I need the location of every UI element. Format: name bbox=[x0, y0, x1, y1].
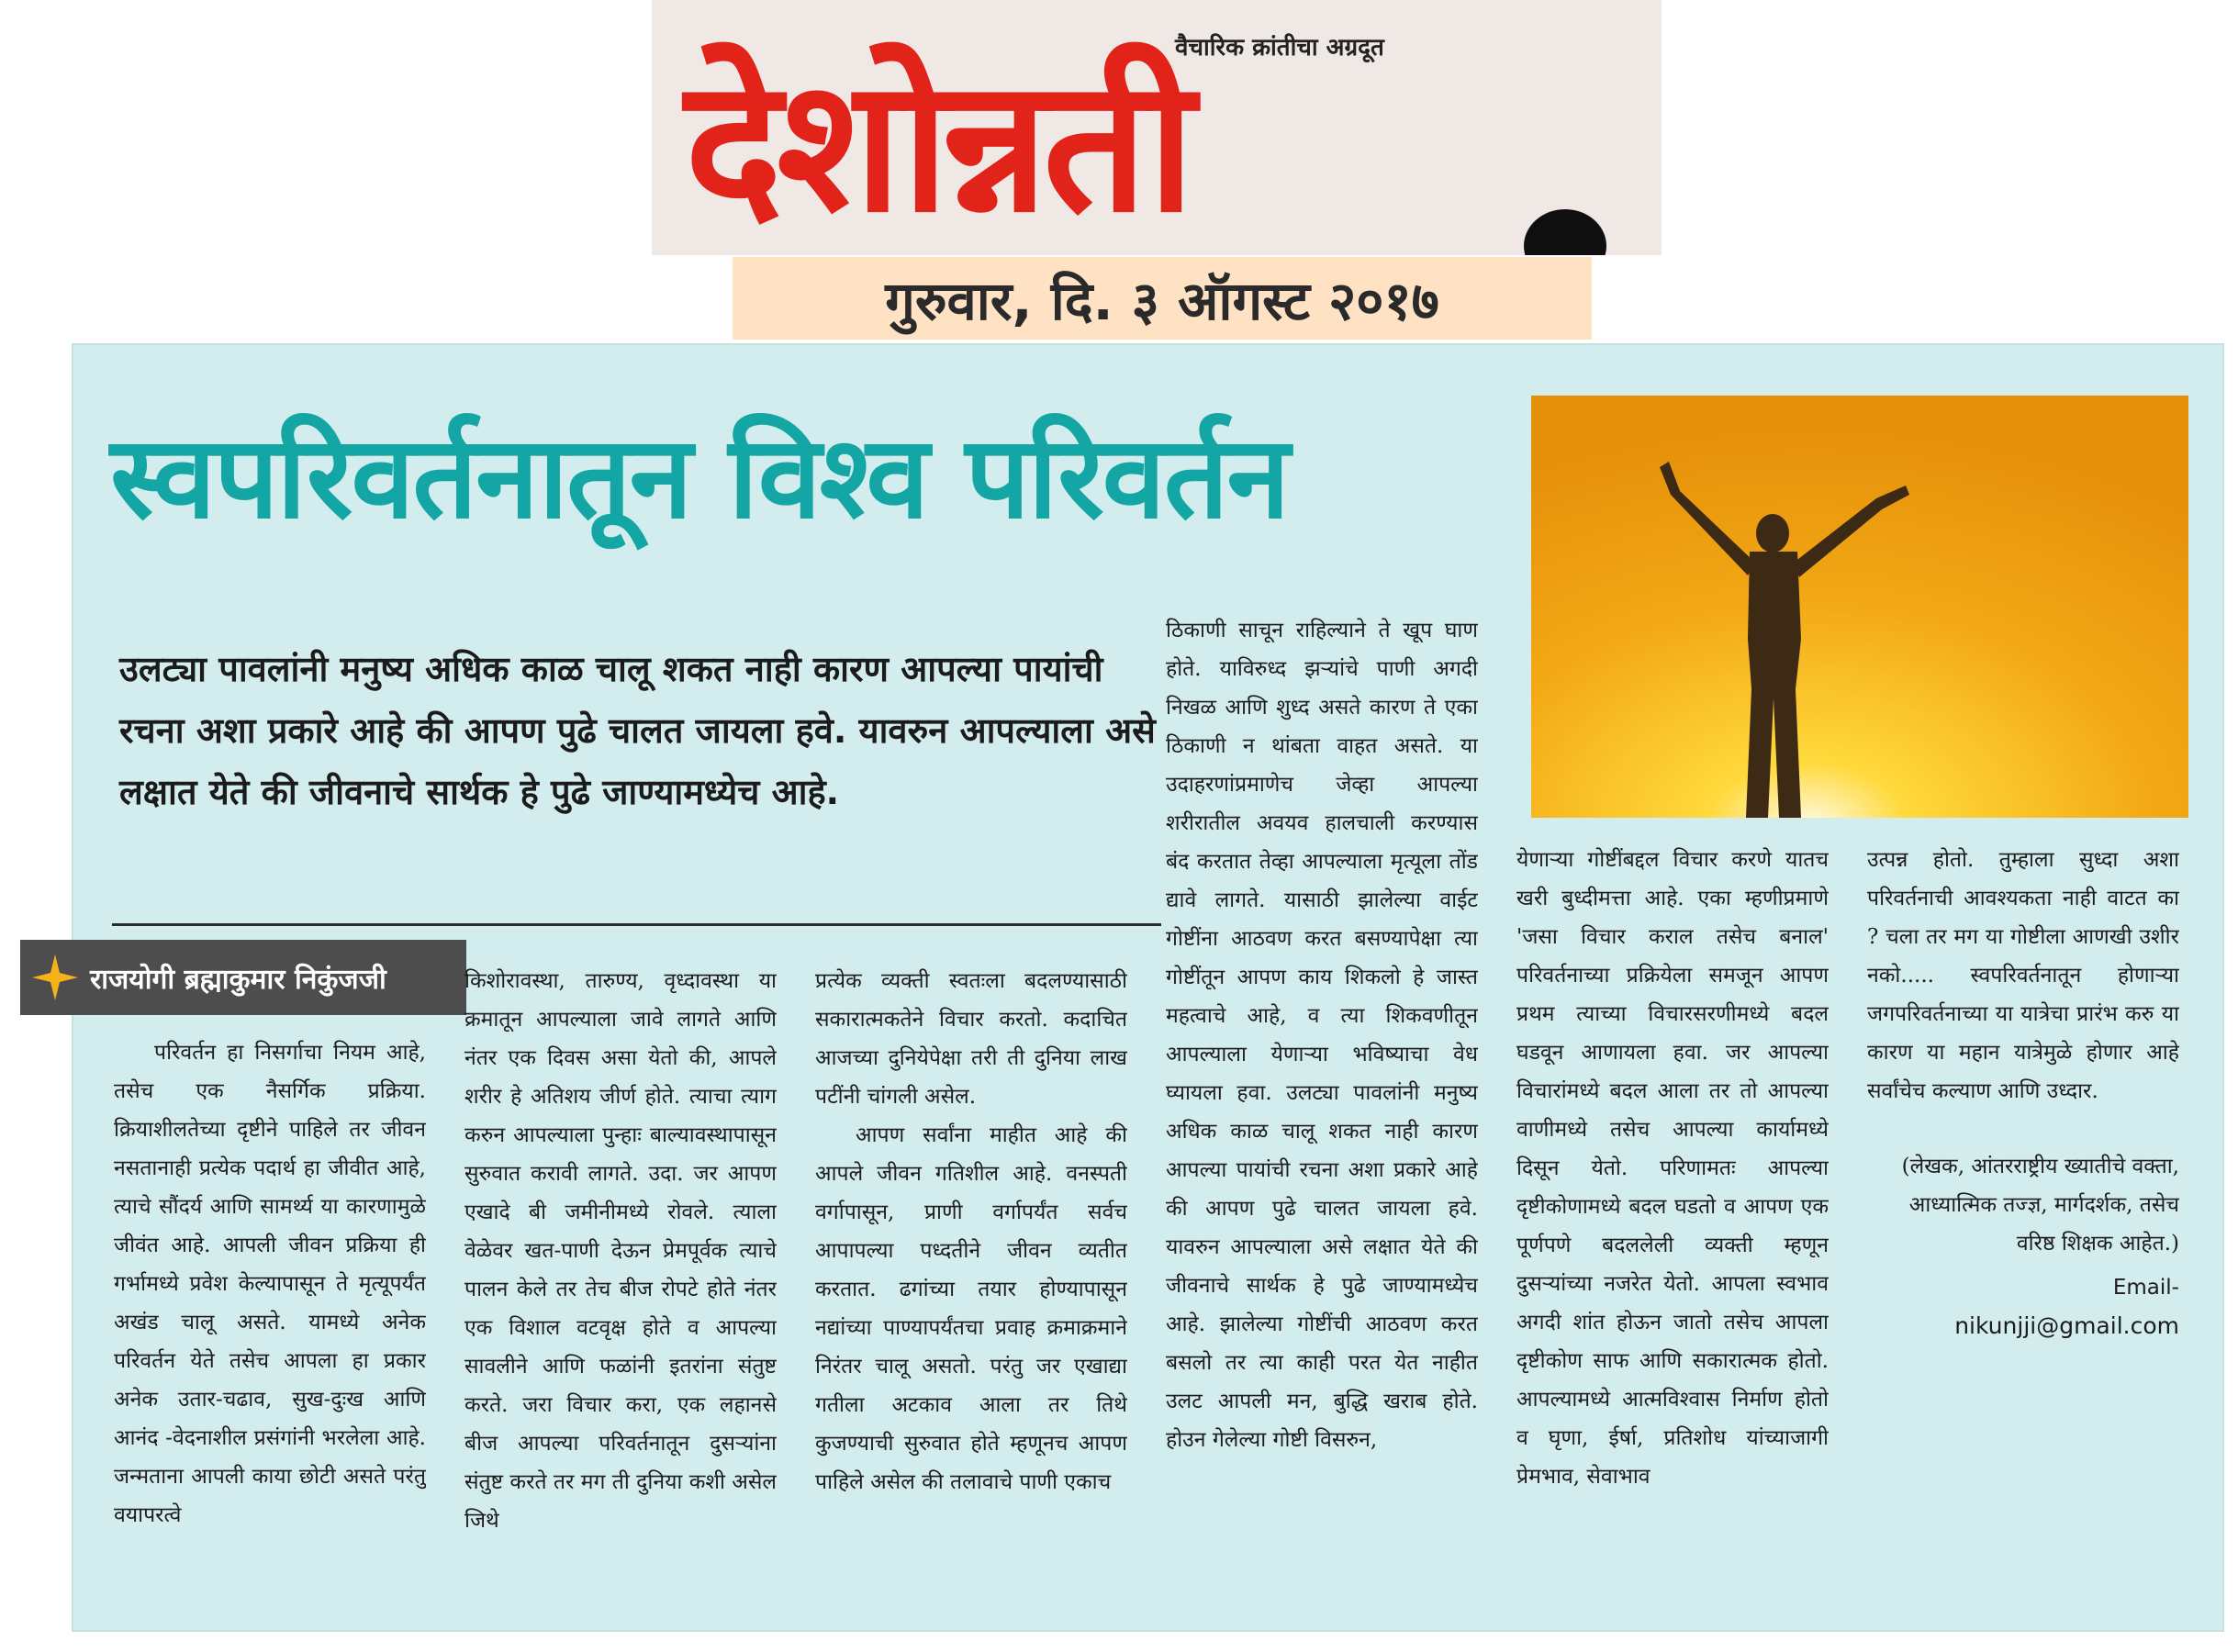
author-note bbox=[1867, 1147, 2179, 1345]
column-1-text: परिवर्तन हा निसर्गाचा नियम आहे, तसेच एक नैसर्गिक प्रक्रिया. क्रियाशीलतेच्या दृष्टीने पाहिले तर जीवन नसतानाही प्रत्येक पदार्थ हा जीवीत आहे, त्याचे सौंदर्य आणि सामर्थ्य या कारणामुळे जीवंत आहे. आपली जीवन प्रक्रिया ही गर्भामध्ये प्रवेश केल्यापासून ते मृत्यूपर्यंत अखंड चालू असते. यामध्ये अनेक परिवर्तन येते तसेच आपला हा प्रकार अनेक उतार-चढाव, सुख-दुःख आणि आनंद -वेदनाशील प्रसंगांनी भरलेला आहे. जन्मताना आपली काया छोटी असते परंतु वयापरत्वे bbox=[114, 1041, 426, 1527]
issue-date: गुरुवार, दि. ३ ऑगस्ट २०१७ bbox=[733, 257, 1592, 340]
column-5-text: येणाऱ्या गोष्टींबद्दल विचार करणे यातच खरी बुध्दीमत्ता आहे. एका म्हणीप्रमाणे 'जसा विचार कराल तसेच बनाल' परिवर्तनाच्या प्रक्रियेला समजून आपण प्रथम त्याच्या विचारसरणीमध्ये बदल घडवून आणायला हवा. जर आपल्या विचारांमध्ये बदल आला तर तो आपल्या वाणीमध्ये तसेच आपल्या कार्यामध्ये दिसून येतो. परिणामतः आपल्या दृष्टीकोणामध्ये बदल घडतो व आपण एक पूर्णपणे बदललेली व्यक्ती म्हणून दुसऱ्यांच्या नजरेत येतो. आपला स्वभाव अगदी शांत होऊन जातो तसेच आपला दृष्टीकोण साफ आणि सकारात्मक होतो. आपल्यामध्ये आत्मविश्वास निर्माण होतो व घृणा, ईर्षा, प्रतिशोध यांच्याजागी प्रेमभाव, सेवाभाव bbox=[1516, 848, 1829, 1489]
masthead-tagline: वैचारिक क्रांतीचा अग्रदूत bbox=[1175, 34, 1384, 61]
author-byline bbox=[20, 940, 466, 1015]
article-column-6 bbox=[1867, 841, 2179, 1612]
portrait-cutout bbox=[1524, 209, 1606, 255]
article-column-3 bbox=[815, 962, 1127, 1612]
author-note-text: (लेखक, आंतरराष्ट्रीय ख्यातीचे वक्ता, आध्यात्मिक तज्ज्ञ, मार्गदर्शक, तसेच वरिष्ठ शिक्षक आहेत.) bbox=[1901, 1155, 2179, 1256]
article-lead bbox=[119, 639, 1157, 823]
column-3-text: प्रत्येक व्यक्ती स्वतःला बदलण्यासाठी सकारात्मकतेने विचार करतो. कदाचित आजच्या दुनियेपेक्षा तरी ती दुनिया लाख पटींनी चांगली असेल. bbox=[815, 969, 1127, 1109]
lead-divider bbox=[112, 923, 1161, 926]
column-3-text-2: आपण सर्वांना माहीत आहे की आपले जीवन गतिशील आहे. वनस्पती वर्गापासून, प्राणी वर्गापर्यंत सर्वच आपापल्या पध्दतीने जीवन व्यतीत करतात. ढगांच्या तयार होण्यापासून नद्यांच्या पाण्यापर्यंतचा प्रवाह क्रमाक्रमाने निरंतर चालू असतो. परंतु जर एखाद्या गतीला अटकाव आला तर तिथे कुजण्याची सुरुवात होते म्हणूनच आपण पाहिले असेल की तलावाचे पाणी एकाच bbox=[815, 1123, 1127, 1494]
silhouette-raised-arms-icon bbox=[1531, 396, 2188, 818]
author-name: राजयोगी ब्रह्माकुमार निकुंजजी bbox=[90, 963, 386, 996]
column-6-text: उत्पन्न होतो. तुम्हाला सुध्दा अशा परिवर्तनाची आवश्यकता नाही वाटत का ? चला तर मग या गोष्टीला आणखी उशीर नको..... स्वपरिवर्तनातून होणाऱ्या जगपरिवर्तनाच्या या यात्रेचा प्रारंभ करु या कारण या महान यात्रेमुळे होणार आहे सर्वांचेच कल्याण आणि उध्दार. bbox=[1867, 848, 2179, 1103]
article-panel bbox=[72, 343, 2224, 1632]
email-label: Email- bbox=[2112, 1276, 2179, 1300]
author-email[interactable]: nikunjji@gmail.com bbox=[1954, 1312, 2179, 1339]
column-4-text: ठिकाणी साचून राहिल्याने ते खूप घाण होते. याविरुध्द झऱ्यांचे पाणी अगदी निखळ आणि शुध्द असते कारण ते एका ठिकाणी न थांबता वाहत असते. या उदाहरणांप्रमाणेच जेव्हा आपल्या शरीरातील अवयव हालचाली करण्यास बंद करतात तेव्हा आपल्याला मृत्यूला तोंड द्यावे लागते. यासाठी झालेल्या वाईट गोष्टींना आठवण करत बसण्यापेक्षा त्या गोष्टींतून आपण काय शिकलो हे जास्त महत्वाचे आहे, व त्या शिकवणीतून आपल्याला येणाऱ्या भविष्याचा वेध घ्यायला हवा. उलट्या पावलांनी मनुष्य अधिक काळ चालू शकत नाही कारण आपल्या पायांची रचना अशा प्रकारे आहे की आपण पुढे चालत जायला हवे. यावरुन आपल्याला असे लक्षात येते की जीवनाचे सार्थक हे पुढे जाण्यामध्येच आहे. झालेल्या गोष्टींची आठवण करत बसलो तर त्या काही परत येत नाहीत उलट आपली मन, बुद्धि खराब होते. होउन गेलेल्या गोष्टी विसरुन, bbox=[1166, 619, 1478, 1452]
lead-text: उलट्या पावलांनी मनुष्य अधिक काळ चालू शकत नाही कारण आपल्या पायांची रचना अशा प्रकारे आहे की आपण पुढे चालत जायला हवे. यावरुन आपल्याला असे लक्षात येते की जीवनाचे सार्थक हे पुढे जाण्यामध्येच आहे. bbox=[119, 649, 1156, 812]
article-column-1 bbox=[114, 1033, 426, 1612]
article-photo bbox=[1531, 396, 2188, 818]
newspaper-logo: देशोन्नती bbox=[685, 39, 1190, 253]
article-headline: स्वपरिवर्तनातून विश्व परिवर्तन bbox=[110, 412, 1289, 544]
article-column-2 bbox=[464, 962, 777, 1612]
article-column-5 bbox=[1516, 841, 1829, 1612]
star-icon bbox=[20, 953, 90, 1002]
article-column-4 bbox=[1166, 611, 1478, 1612]
column-2-text: किशोरावस्था, तारुण्य, वृध्दावस्था या क्रमातून आपल्याला जावे लागते आणि नंतर एक दिवस असा येतो की, आपले शरीर हे अतिशय जीर्ण होते. त्याचा त्याग करुन आपल्याला पुन्हाः बाल्यावस्थापासून सुरुवात करावी लागते. उदा. जर आपण एखादे बी जमीनीमध्ये रोवले. त्याला वेळेवर खत-पाणी देऊन प्रेमपूर्वक त्याचे पालन केले तर तेच बीज रोपटे होते नंतर एक विशाल वटवृक्ष होते व आपल्या सावलीने आणि फळांनी इतरांना संतुष्ट करते. जरा विचार करा, एक लहानसे बीज आपल्या परिवर्तनातून दुसऱ्यांना संतुष्ट करते तर मग ती दुनिया कशी असेल जिथे bbox=[464, 969, 777, 1533]
masthead bbox=[652, 0, 1662, 255]
